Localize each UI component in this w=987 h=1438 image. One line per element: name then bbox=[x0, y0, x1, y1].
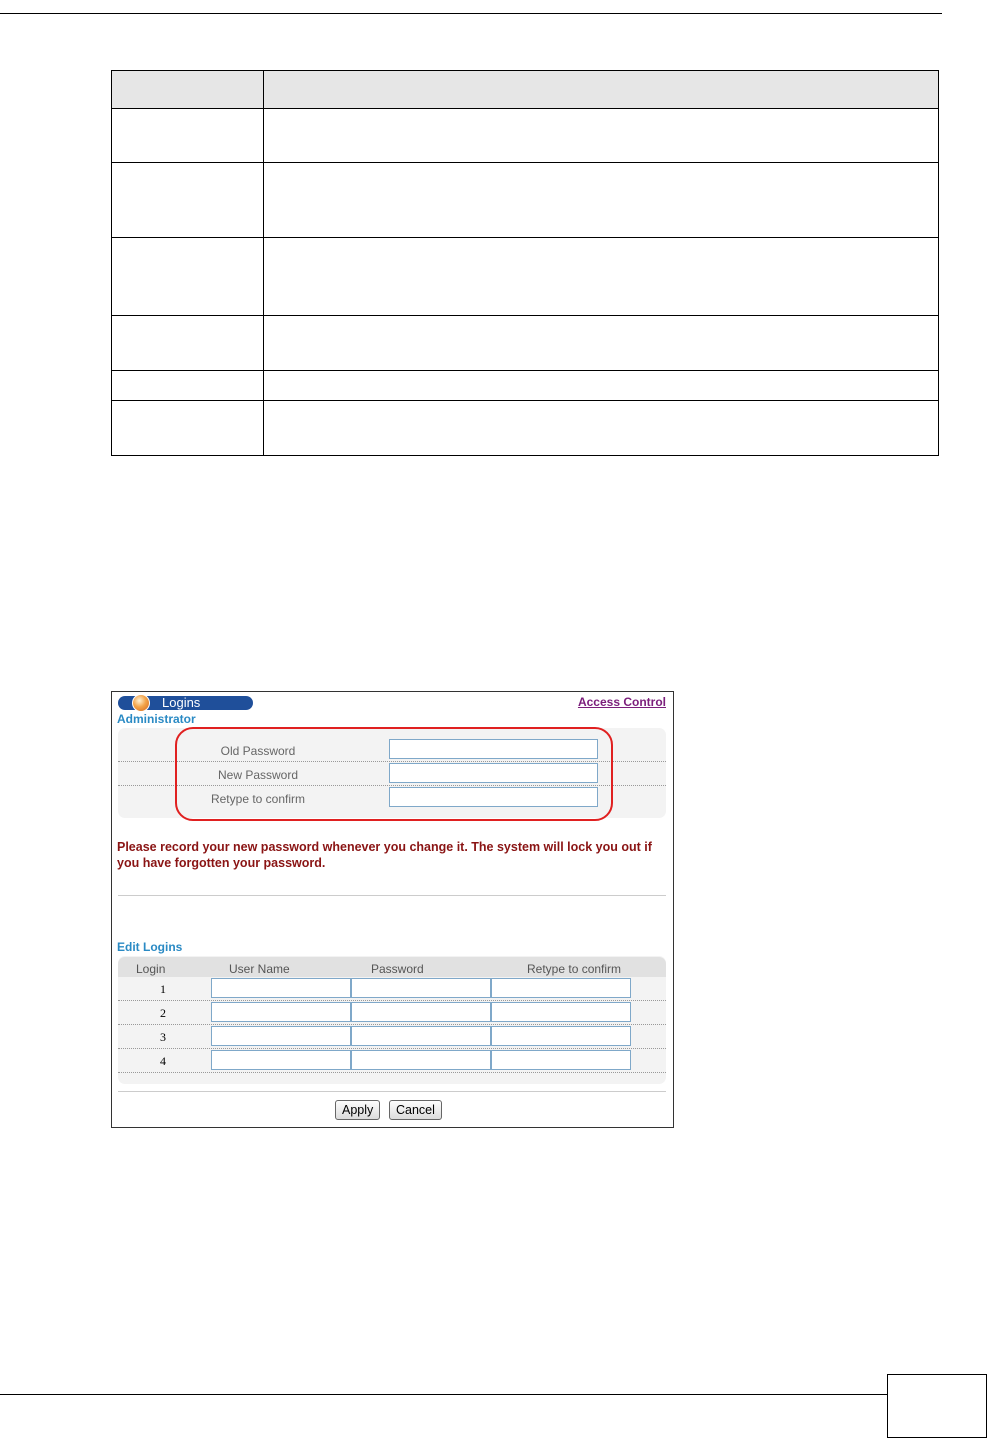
new-password-label: New Password bbox=[217, 768, 299, 782]
user-name-input[interactable] bbox=[211, 1002, 351, 1022]
header-rule bbox=[0, 13, 942, 14]
retype-confirm-input[interactable] bbox=[491, 978, 631, 998]
password-input[interactable] bbox=[351, 1026, 491, 1046]
apply-button[interactable]: Apply bbox=[335, 1100, 380, 1120]
column-header-password: Password bbox=[371, 962, 424, 976]
cancel-button[interactable]: Cancel bbox=[389, 1100, 442, 1120]
login-number: 4 bbox=[160, 1054, 166, 1068]
button-divider bbox=[118, 1091, 666, 1092]
logins-screen bbox=[111, 691, 674, 1128]
table-row bbox=[112, 400, 939, 455]
administrator-section-title: Administrator bbox=[117, 712, 196, 726]
login-row-2 bbox=[118, 1001, 666, 1025]
login-row-4 bbox=[118, 1049, 666, 1073]
access-control-link[interactable]: Access Control bbox=[577, 695, 666, 709]
login-row-1 bbox=[118, 977, 666, 1001]
edit-logins-header bbox=[118, 957, 666, 977]
field-description-table bbox=[111, 70, 939, 456]
column-header-login: Login bbox=[136, 962, 166, 976]
page-title: Logins bbox=[162, 695, 201, 710]
column-header-retype: Retype to confirm bbox=[527, 962, 622, 976]
password-input[interactable] bbox=[351, 1050, 491, 1070]
retype-confirm-input[interactable] bbox=[491, 1026, 631, 1046]
highlight-oval bbox=[175, 727, 613, 821]
password-input[interactable] bbox=[351, 978, 491, 998]
retype-password-label: Retype to confirm bbox=[210, 792, 306, 806]
user-name-input[interactable] bbox=[211, 1026, 351, 1046]
old-password-label: Old Password bbox=[220, 744, 296, 758]
table-header-row bbox=[112, 71, 939, 109]
orb-icon bbox=[132, 694, 150, 712]
title-pill bbox=[118, 696, 253, 710]
column-header-user-name: User Name bbox=[229, 962, 290, 976]
retype-confirm-input[interactable] bbox=[491, 1050, 631, 1070]
table-row bbox=[112, 370, 939, 400]
user-name-input[interactable] bbox=[211, 978, 351, 998]
login-number: 2 bbox=[160, 1006, 166, 1020]
edit-logins-section-title: Edit Logins bbox=[117, 940, 183, 954]
table-row bbox=[112, 315, 939, 370]
footer-rule bbox=[0, 1394, 888, 1395]
page-number-box bbox=[887, 1374, 987, 1438]
login-number: 1 bbox=[160, 982, 166, 996]
table-row bbox=[112, 163, 939, 238]
login-number: 3 bbox=[160, 1030, 166, 1044]
login-row-3 bbox=[118, 1025, 666, 1049]
retype-confirm-input[interactable] bbox=[491, 1002, 631, 1022]
password-input[interactable] bbox=[351, 1002, 491, 1022]
user-name-input[interactable] bbox=[211, 1050, 351, 1070]
password-warning: Please record your new password whenever you change it. The system will lock you out if you have forgotten your password. bbox=[117, 840, 652, 870]
table-row bbox=[112, 238, 939, 315]
table-row bbox=[112, 109, 939, 163]
section-divider bbox=[118, 895, 666, 896]
